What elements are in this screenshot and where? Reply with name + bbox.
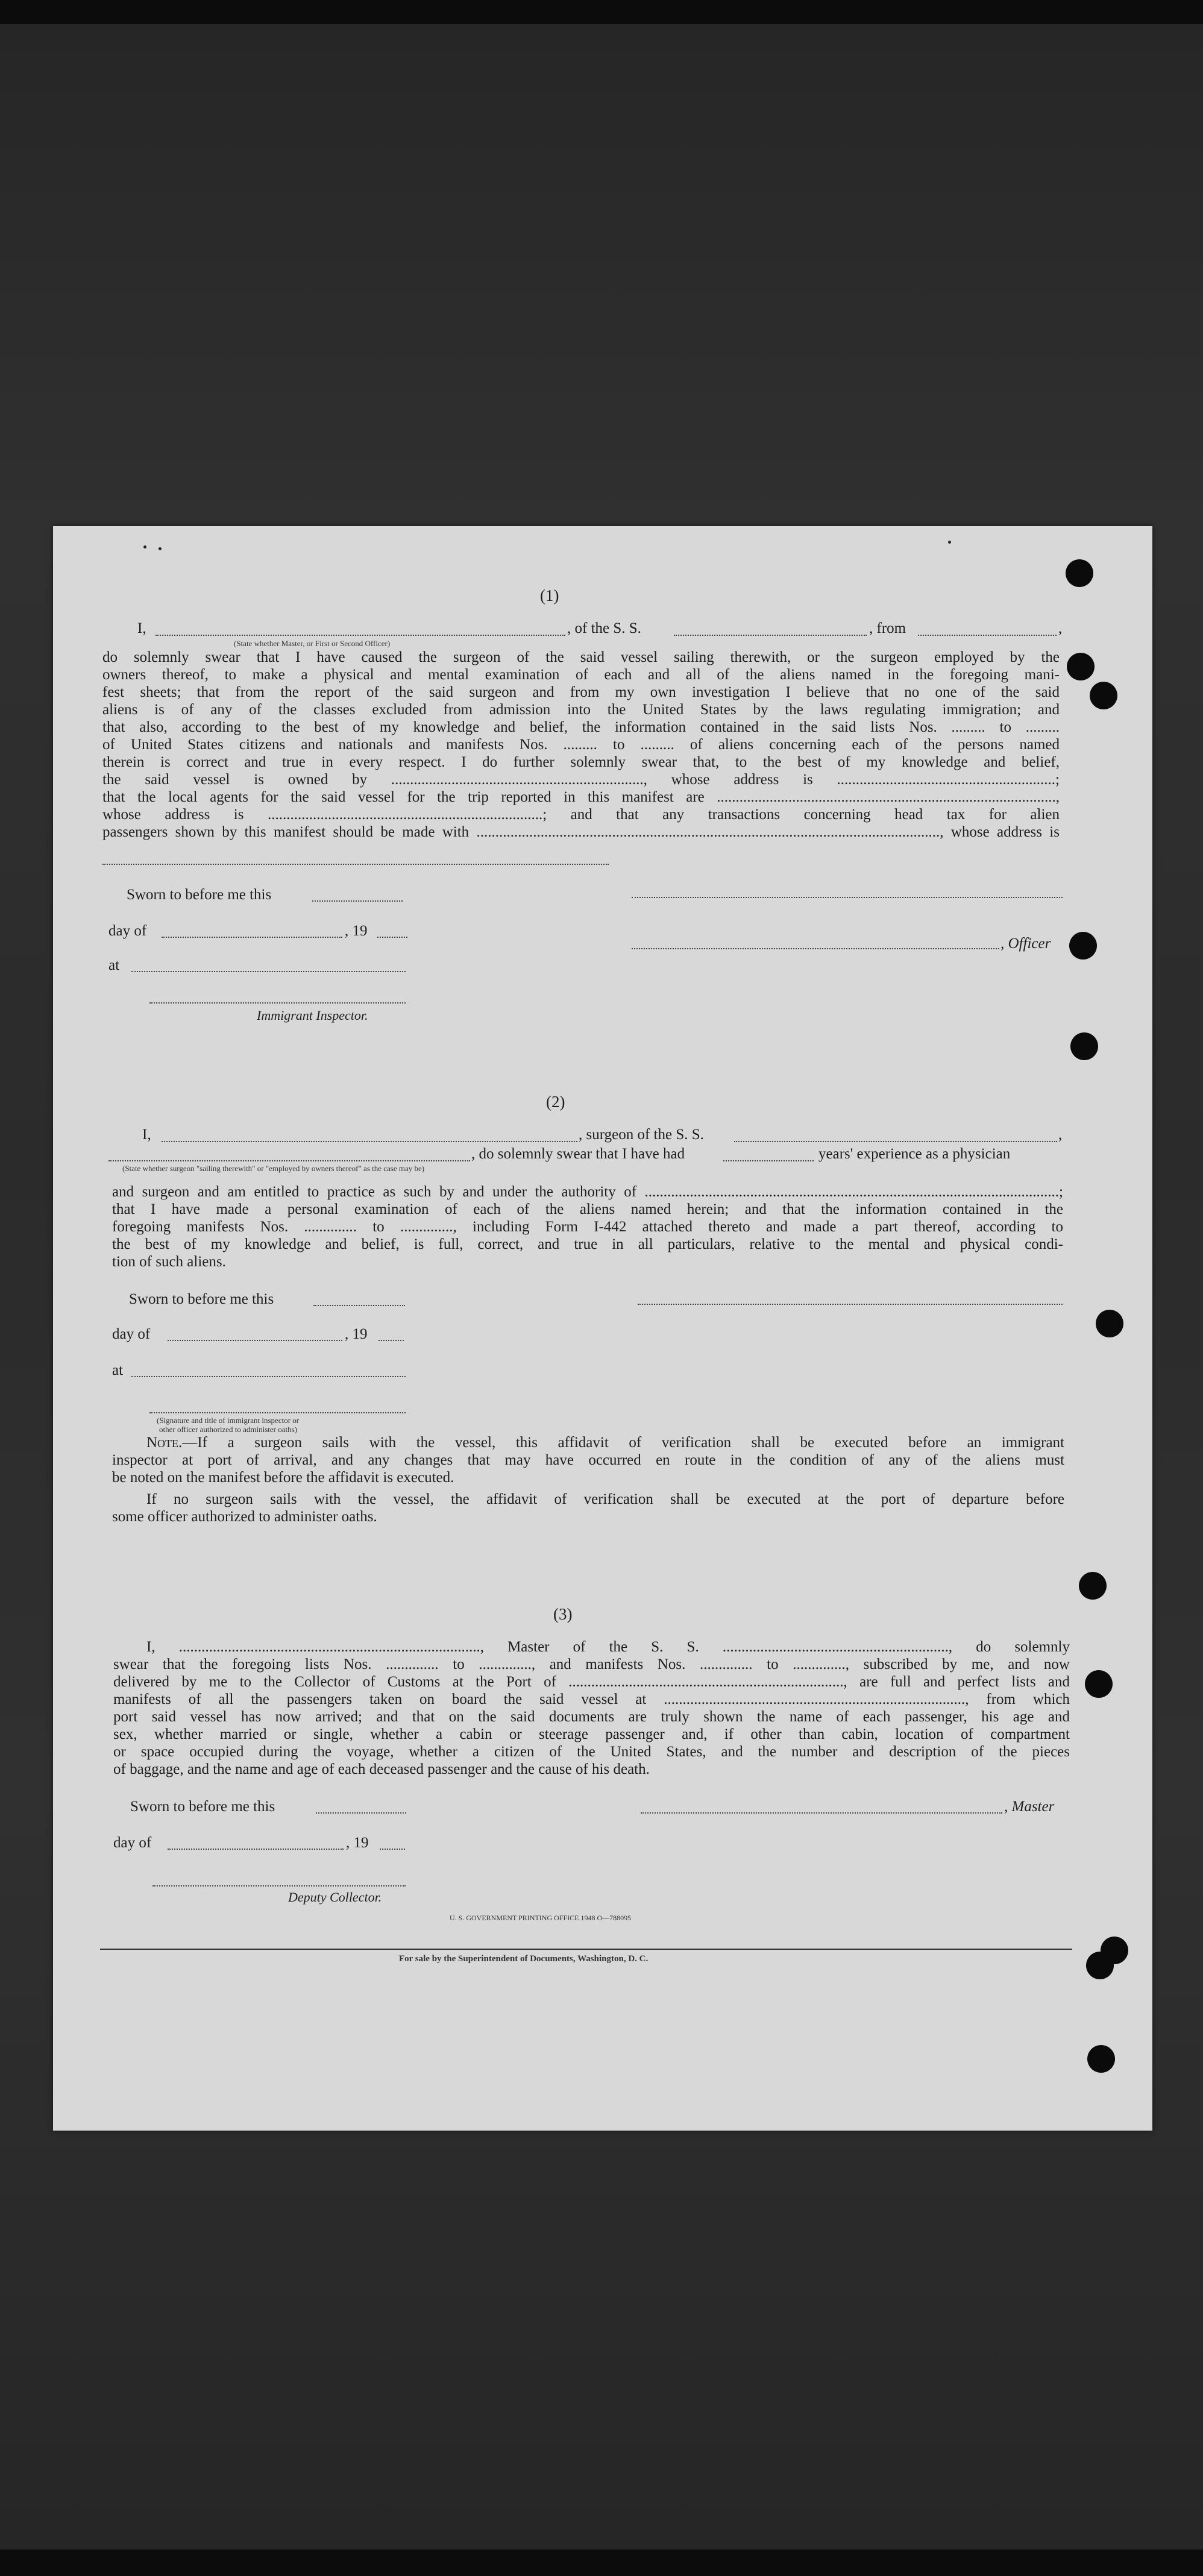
blank-line xyxy=(131,971,406,972)
section-2-surgeon-of: , surgeon of the S. S. xyxy=(579,1126,704,1143)
punch-hole xyxy=(1079,1572,1107,1600)
section-2-oath-text xyxy=(112,1183,1063,1271)
section-3-signer: Deputy Collector. xyxy=(288,1890,382,1905)
section-2-sworn: Sworn to before me this xyxy=(129,1291,274,1307)
signature-line xyxy=(632,948,999,949)
for-sale-notice: For sale by the Superintendent of Documents, Washington, D. C. xyxy=(399,1954,649,1964)
footer-rule xyxy=(100,1949,1072,1950)
signature-line xyxy=(638,1304,1063,1305)
section-2-intro-i: I, xyxy=(142,1126,151,1143)
blank-line xyxy=(162,937,342,938)
section-2-note-2-continued xyxy=(112,1508,1064,1525)
section-1-signer: Immigrant Inspector. xyxy=(257,1008,368,1023)
section-3-number: (3) xyxy=(553,1605,573,1623)
punch-hole xyxy=(1086,1952,1114,1979)
signature-line xyxy=(149,1002,406,1004)
note-text: —If a surgeon sails with the vessel, this affidavit of verification shall be executed before an immigrant xyxy=(182,1434,1064,1451)
text-line: passengers shown by this manifest should be made with ..........................................................................................................................., whose address is xyxy=(102,824,1060,840)
text-line: port said vessel has now arrived; and that on the said documents are truly shown the name of each passenger, his age and xyxy=(113,1709,1070,1725)
section-2-caption: (State whether surgeon "sailing therewith" or "employed by owners thereof" as the case may be) xyxy=(122,1164,425,1173)
section-1-intro-i: I, xyxy=(137,620,146,636)
speck xyxy=(159,547,162,550)
blank-line xyxy=(155,635,565,636)
punch-hole xyxy=(1067,653,1095,680)
text-line: the said vessel is owned by ..................................................................., whose address is ..........................................................; xyxy=(102,771,1060,788)
blank-line xyxy=(674,635,867,636)
text-line: If no surgeon sails with the vessel, the affidavit of verification shall be executed at the port of departure before xyxy=(146,1491,1064,1507)
blank-line xyxy=(108,1160,470,1161)
text-line: delivered by me to the Collector of Customs at the Port of ........................................................................., are full and perfect lists and xyxy=(113,1674,1070,1690)
punch-hole xyxy=(1069,932,1097,960)
blank-line xyxy=(168,1849,344,1850)
section-2-day-of: day of xyxy=(112,1326,151,1342)
printing-office-line: U. S. GOVERNMENT PRINTING OFFICE 1948 O—788095 xyxy=(450,1914,632,1922)
text-line: tion of such aliens. xyxy=(112,1254,226,1270)
section-2-number: (2) xyxy=(546,1093,565,1111)
text-line: swear that the foregoing lists Nos. .............. to .............., and manifests Nos. .............. to .............., subscribed by me, and now xyxy=(113,1656,1070,1673)
section-2-note-continued xyxy=(112,1451,1064,1486)
section-2-at: at xyxy=(112,1362,124,1378)
text-line: inspector at port of arrival, and any changes that may have occurred en route in the condition of any of the aliens must xyxy=(112,1452,1064,1468)
text-line: manifests of all the passengers taken on board the said vessel at ................................................................................, from which xyxy=(113,1691,1070,1707)
section-3-master: , Master xyxy=(1004,1798,1055,1815)
section-1-oath-text xyxy=(102,649,1060,841)
blank-line xyxy=(313,1305,405,1306)
signature-line xyxy=(641,1812,1002,1814)
blank-line xyxy=(723,1160,814,1161)
blank-line xyxy=(377,937,407,938)
section-2-comma: , xyxy=(1058,1126,1063,1143)
blank-line xyxy=(316,1812,406,1814)
section-1-caption: (State whether Master, or First or Second Officer) xyxy=(234,639,391,648)
punch-hole xyxy=(1066,559,1093,587)
section-1-of-ss: , of the S. S. xyxy=(567,620,641,636)
section-1-number: (1) xyxy=(540,586,559,605)
speck xyxy=(143,545,146,548)
text-line: I, ................................................................................, Master of the S. S. ............................................................, do solemnly xyxy=(146,1639,1070,1655)
blank-line xyxy=(380,1849,405,1850)
section-2-signature-caption-2: other officer authorized to administer oaths) xyxy=(159,1425,297,1434)
section-1-at: at xyxy=(108,957,120,973)
section-3-year: , 19 xyxy=(346,1835,369,1851)
blank-line xyxy=(312,900,403,902)
blank-line xyxy=(168,1340,342,1341)
speck xyxy=(948,541,951,544)
punch-hole xyxy=(1070,1032,1098,1060)
punch-hole xyxy=(1085,1670,1113,1698)
section-1-comma: , xyxy=(1058,620,1063,636)
section-2-note-2 xyxy=(146,1491,1064,1508)
punch-hole xyxy=(1096,1310,1123,1337)
blank-line xyxy=(378,1340,404,1341)
section-2-signature-caption-1: (Signature and title of immigrant inspector or xyxy=(157,1416,300,1425)
section-3-sworn: Sworn to before me this xyxy=(130,1798,275,1815)
signature-line xyxy=(149,1412,406,1413)
note-label: Note. xyxy=(146,1434,183,1451)
section-3-day-of: day of xyxy=(113,1835,152,1851)
text-line: that also, according to the best of my knowledge and belief, the information contained in the said lists Nos. ......... to ......... xyxy=(102,719,1060,735)
section-3-oath-text-continued xyxy=(113,1656,1070,1778)
section-1-officer: , Officer xyxy=(1000,935,1051,952)
punch-hole xyxy=(1090,682,1117,709)
punch-hole xyxy=(1087,2045,1115,2073)
text-line: that I have made a personal examination of each of the aliens named herein; and that the information contained in the xyxy=(112,1201,1063,1217)
scan-border-top xyxy=(0,0,1203,24)
text-line: the best of my knowledge and belief, is full, correct, and true in all particulars, relative to the mental and physical condi- xyxy=(112,1236,1063,1252)
signature-line xyxy=(632,897,1063,898)
text-line: sex, whether married or single, whether a cabin or steerage passenger and, if other than cabin, location of compartment xyxy=(113,1726,1070,1742)
blank-line xyxy=(131,1376,406,1377)
text-line: aliens is of any of the classes excluded from admission into the United States by the laws regulating immigration; and xyxy=(102,702,1060,718)
text-line: be noted on the manifest before the affidavit is executed. xyxy=(112,1469,454,1486)
section-3-oath-text xyxy=(146,1638,1070,1656)
section-2-years: years' experience as a physician xyxy=(818,1146,1011,1162)
text-line: owners thereof, to make a physical and mental examination of each and all of the aliens named in the foregoing mani- xyxy=(102,667,1060,683)
section-1-from: , from xyxy=(869,620,906,636)
section-1-day-of: day of xyxy=(108,923,147,939)
signature-line xyxy=(152,1885,406,1886)
blank-line xyxy=(734,1141,1057,1142)
blank-line xyxy=(162,1141,577,1142)
text-line: fest sheets; that from the report of the said surgeon and from my own investigation I believe that no one of the said xyxy=(102,684,1060,700)
section-2-swear: , do solemnly swear that I have had xyxy=(471,1146,685,1162)
text-line: of baggage, and the name and age of each deceased passenger and the cause of his death. xyxy=(113,1761,650,1777)
text-line: or space occupied during the voyage, whether a citizen of the United States, and the number and description of the pieces xyxy=(113,1744,1070,1760)
blank-line xyxy=(918,635,1057,636)
text-line: that the local agents for the said vessel for the trip reported in this manifest are .........................................................................................., xyxy=(102,789,1060,805)
blank-line xyxy=(102,864,609,865)
text-line: do solemnly swear that I have caused the surgeon of the said vessel sailing therewith, or the surgeon employed by the xyxy=(102,649,1060,665)
text-line: and surgeon and am entitled to practice as such by and under the authority of ..............................................................................................................; xyxy=(112,1184,1063,1200)
section-1-year: , 19 xyxy=(345,923,368,939)
text-line: foregoing manifests Nos. .............. to .............., including Form I-442 attached thereto and made a part thereof, according to xyxy=(112,1219,1063,1235)
section-2-year: , 19 xyxy=(345,1326,368,1342)
text-line: therein is correct and true in every respect. I do further solemnly swear that, to the best of my knowledge and belief, xyxy=(102,754,1060,770)
text-line: of United States citizens and nationals and manifests Nos. ......... to ......... of aliens concerning each of the persons named xyxy=(102,737,1060,753)
text-line xyxy=(146,1434,1064,1451)
text-line: whose address is .........................................................................; and that any transactions concerning head tax for alien xyxy=(102,806,1060,823)
text-line: some officer authorized to administer oaths. xyxy=(112,1509,377,1525)
section-1-sworn: Sworn to before me this xyxy=(127,887,272,903)
section-2-note xyxy=(146,1434,1064,1451)
scan-border-bottom xyxy=(0,2549,1203,2576)
manifest-form-page xyxy=(53,526,1152,2131)
